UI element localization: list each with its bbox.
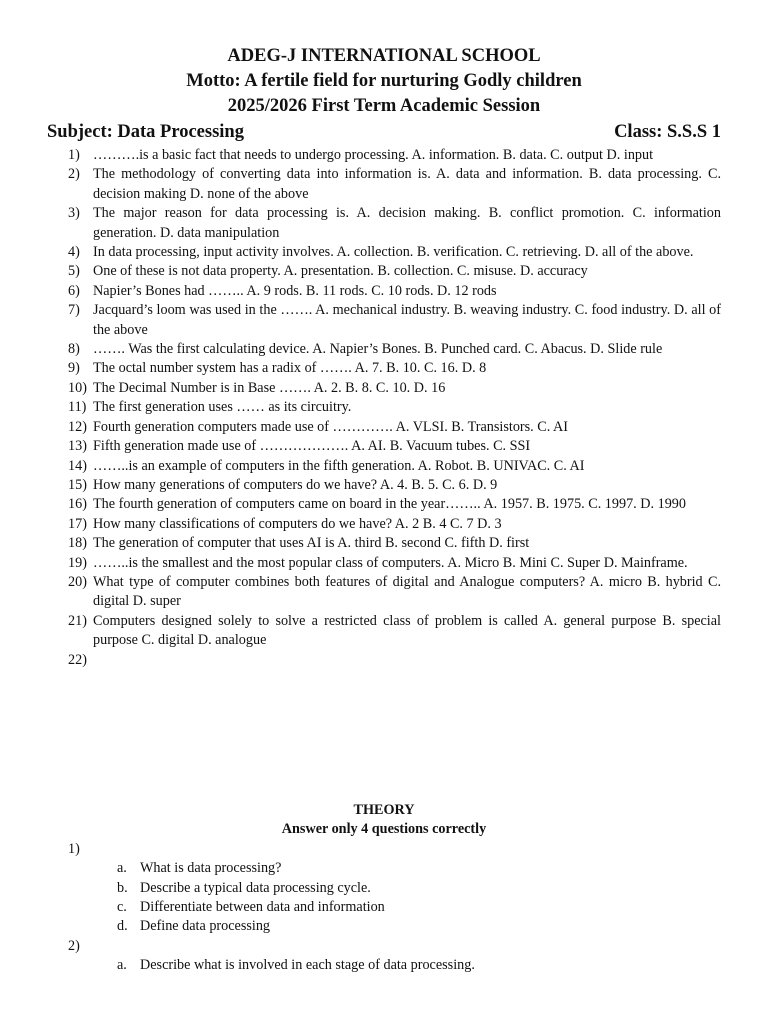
sub-question-text: Define data processing — [140, 918, 271, 935]
question-number: 18) — [68, 535, 87, 552]
question-item — [0, 301, 768, 340]
question-text: Fourth generation computers made use of …………. A. VLSI. B. Transistors. C. AI — [93, 418, 568, 435]
question-item — [0, 398, 768, 417]
question-text: The octal number system has a radix of ……. A. 7. B. 10. C. 16. D. 8 — [93, 360, 487, 377]
theory-instruction: Answer only 4 questions correctly — [281, 821, 487, 838]
sub-question-text: Differentiate between data and information — [140, 899, 385, 916]
question-number: 9) — [68, 360, 80, 377]
subject-class-row — [47, 120, 721, 145]
subject-label: Subject: Data Processing — [47, 122, 244, 142]
question-number: 16) — [68, 496, 87, 513]
question-text: One of these is not data property. A. presentation. B. collection. C. misuse. D. accuracy — [93, 263, 588, 280]
question-item — [0, 359, 768, 378]
question-number: 11) — [68, 399, 87, 416]
class-label: Class: S.S.S 1 — [614, 122, 721, 142]
question-text: The first generation uses …… as its circuitry. — [93, 399, 352, 416]
theory-sub-question — [0, 879, 768, 898]
question-number: 4) — [68, 244, 80, 261]
question-item — [0, 243, 768, 262]
question-number: 12) — [68, 418, 87, 435]
question-text: ……..is the smallest and the most popular class of computers. A. Micro B. Mini C. Super D. Mainframe. — [93, 554, 688, 571]
question-text: Napier’s Bones had …….. A. 9 rods. B. 11 rods. C. 10 rods. D. 12 rods — [93, 282, 497, 299]
question-text — [93, 652, 97, 668]
question-item — [0, 476, 768, 495]
question-number: 8) — [68, 341, 80, 358]
question-text: What type of computer combines both features of digital and Analogue computers? A. micro B. hybrid C. digital D. super — [93, 573, 721, 610]
question-item — [0, 146, 768, 165]
question-text: Fifth generation made use of ………………. A. AI. B. Vacuum tubes. C. SSI — [93, 438, 531, 455]
question-text: In data processing, input activity involves. A. collection. B. verification. C. retrieving. D. all of the above. — [93, 244, 694, 261]
question-item — [0, 534, 768, 553]
question-item — [0, 651, 768, 670]
academic-session: 2025/2026 First Term Academic Session — [227, 96, 541, 116]
question-item — [0, 282, 768, 301]
question-item — [0, 495, 768, 514]
theory-sub-question — [0, 917, 768, 936]
question-number: 22) — [68, 651, 87, 668]
theory-sub-question — [0, 898, 768, 917]
school-name: ADEG-J INTERNATIONAL SCHOOL — [227, 46, 541, 66]
theory-question-number: 1) — [68, 840, 80, 857]
question-text: Computers designed solely to solve a restricted class of problem is called A. general purpose B. special purpose C. digital D. analogue — [93, 612, 721, 649]
question-number: 19) — [68, 554, 87, 571]
question-number: 14) — [68, 457, 87, 474]
question-text: ……. Was the first calculating device. A. Napier’s Bones. B. Punched card. C. Abacus. D. Slide rule — [93, 341, 663, 358]
question-number: 3) — [68, 205, 80, 222]
question-number: 21) — [68, 612, 87, 629]
question-number: 15) — [68, 476, 87, 493]
question-number: 10) — [68, 379, 87, 396]
question-number: 7) — [68, 302, 80, 319]
question-text: How many classifications of computers do we have? A. 2 B. 4 C. 7 D. 3 — [93, 515, 502, 532]
question-number: 5) — [68, 263, 80, 280]
theory-heading: THEORY — [353, 802, 415, 818]
question-text: ……..is an example of computers in the fifth generation. A. Robot. B. UNIVAC. C. AI — [93, 457, 585, 474]
question-number: 6) — [68, 282, 80, 299]
question-item — [0, 165, 768, 204]
school-motto: Motto: A fertile field for nurturing Godly children — [186, 71, 582, 91]
question-item — [0, 379, 768, 398]
theory-section — [0, 801, 768, 976]
question-number: 13) — [68, 438, 87, 455]
question-item — [0, 612, 768, 651]
question-text: The methodology of converting data into information is. A. data and information. B. data processing. C. decision making D. none of the above — [93, 166, 721, 202]
sub-question-text: What is data processing? — [140, 860, 282, 877]
question-item — [0, 515, 768, 534]
question-number: 20) — [68, 573, 87, 590]
question-item — [0, 340, 768, 359]
question-text: Jacquard’s loom was used in the ……. A. mechanical industry. B. weaving industry. C. food industry. D. all of the above — [93, 302, 721, 338]
sub-question-text: Describe what is involved in each stage of data processing. — [140, 957, 475, 974]
question-number: 17) — [68, 515, 87, 532]
question-text: The fourth generation of computers came on board in the year…….. A. 1957. B. 1975. C. 1997. D. 1990 — [93, 496, 686, 513]
question-text: ……….is a basic fact that needs to undergo processing. A. information. B. data. C. output D. input — [93, 147, 654, 163]
sub-question-letter: c. — [117, 899, 127, 916]
sub-question-letter: d. — [117, 918, 128, 935]
theory-sub-question — [0, 859, 768, 878]
question-text: The major reason for data processing is. A. decision making. B. conflict promotion. C. information generation. D. data manipulation — [93, 205, 721, 241]
question-text: The generation of computer that uses AI is A. third B. second C. fifth D. first — [93, 535, 530, 552]
objective-questions — [0, 146, 768, 670]
sub-question-letter: b. — [117, 879, 128, 896]
question-text: How many generations of computers do we have? A. 4. B. 5. C. 6. D. 9 — [93, 476, 498, 493]
question-item — [0, 204, 768, 243]
question-item — [0, 554, 768, 573]
theory-question-number: 2) — [68, 937, 80, 954]
question-item — [0, 457, 768, 476]
question-number: 2) — [68, 166, 80, 183]
sub-question-letter: a. — [117, 860, 127, 877]
question-text: The Decimal Number is in Base ……. A. 2. B. 8. C. 10. D. 16 — [93, 379, 446, 396]
theory-sub-question — [0, 956, 768, 975]
school-header — [0, 44, 768, 119]
sub-question-text: Describe a typical data processing cycle. — [140, 879, 371, 896]
question-item — [0, 262, 768, 281]
question-item — [0, 437, 768, 456]
question-item — [0, 418, 768, 437]
question-number: 1) — [68, 147, 80, 163]
question-item — [0, 573, 768, 612]
sub-question-letter: a. — [117, 957, 127, 974]
